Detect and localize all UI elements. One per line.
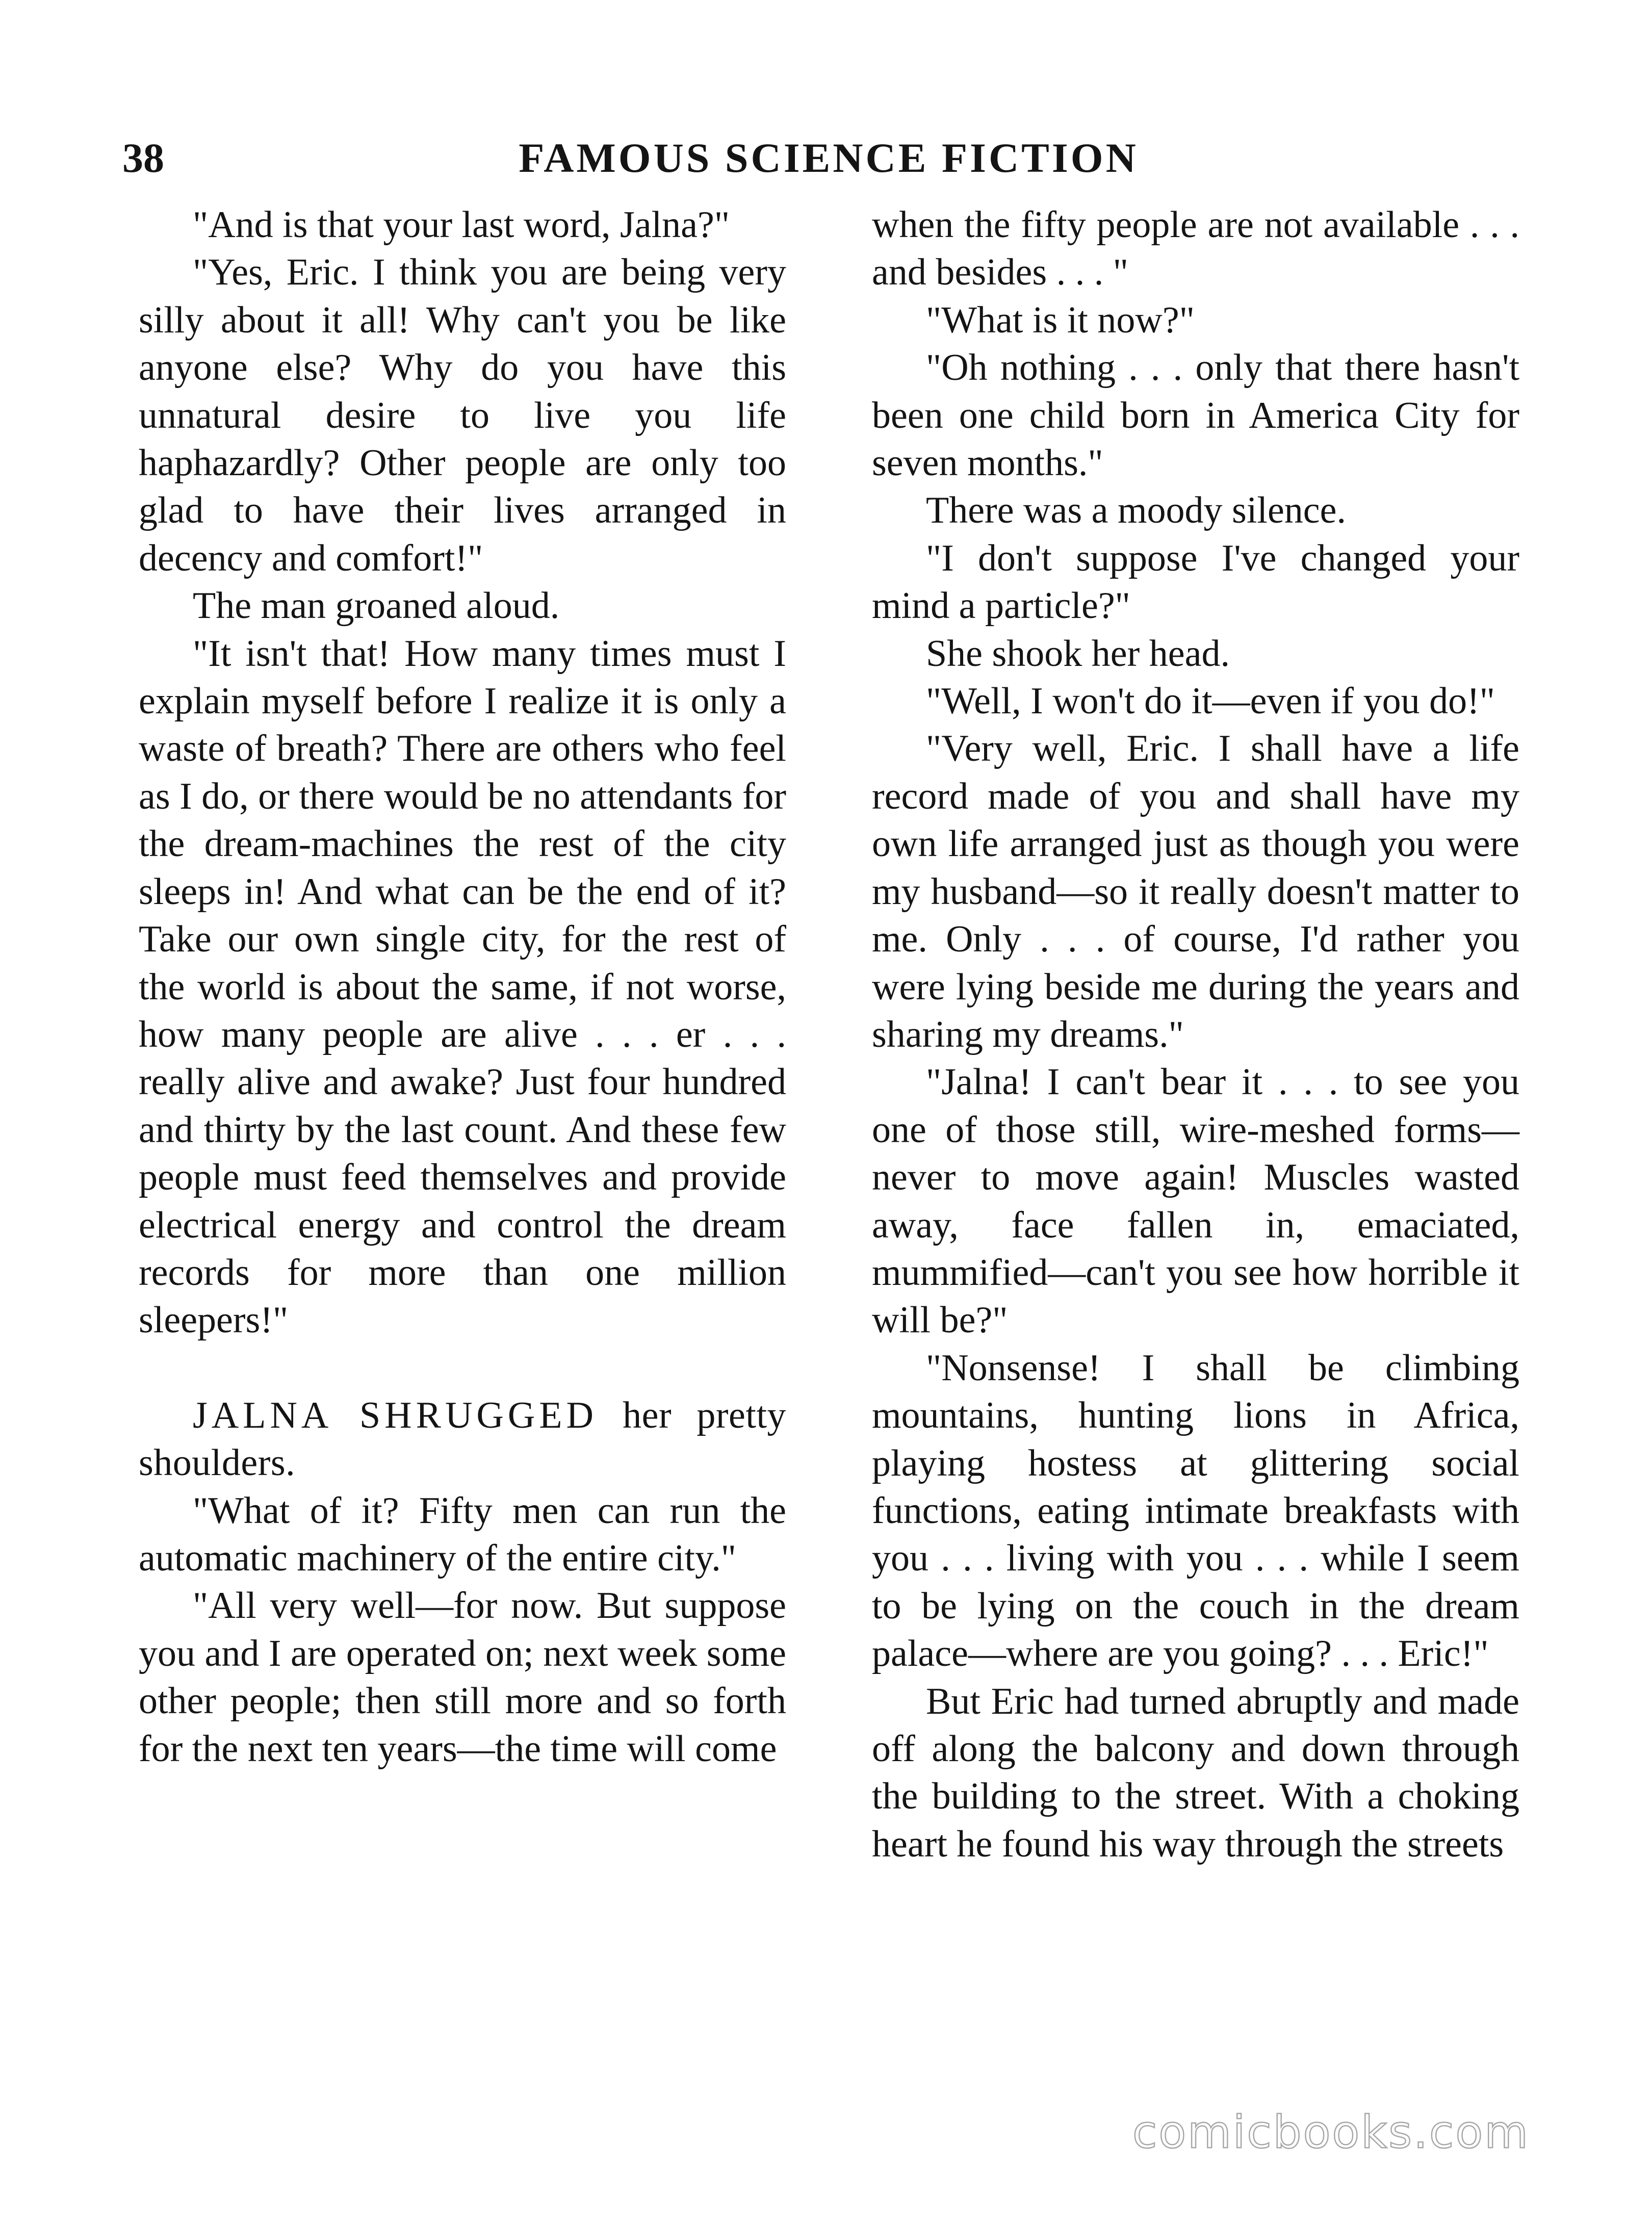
section-gap (139, 1345, 786, 1392)
left-column (139, 201, 786, 1773)
paragraph: "Nonsense! I shall be climbing mountains, hunting lions in Africa, playing hostess at glittering social functions, eating intimate breakfasts with you . . . living with you . . . while I seem to be lying on the couch in the dream palace—where are you going? . . . Eric!" (872, 1347, 1519, 1675)
paragraph-continuation: when the fifty people are not available . . . and besides . . . " (872, 204, 1519, 294)
paragraph: "Yes, Eric. I think you are being very silly about it all! Why can't you be like anyone else? Why do you have this unnatural desire to live you life haphazardly? Other people are only too glad to have their lives arranged in decency and comfort!" (139, 251, 786, 579)
paragraph: "What of it? Fifty men can run the automatic machinery of the entire city." (139, 1489, 786, 1579)
paragraph: "All very well—for now. But suppose you and I are operated on; next week some other people; then still more and so forth for the next ten years—the time will come (139, 1585, 786, 1770)
right-column (872, 201, 1519, 1868)
paragraph: "It isn't that! How many times must I explain myself before I realize it is only a waste of breath? There are others who feel as I do, or there would be no attendants for the dream-machines the rest of the city sleeps in! And what can be the end of it? Take our own single city, for the rest of the world is about the same, if not worse, how many people are alive . . . er . . . really alive and awake? Just four hundred and thirty by the last count. And these few people must feed themselves and provide electrical energy and control the dream records for more than one million sleepers!" (139, 632, 786, 1342)
paragraph: But Eric had turned abruptly and made off along the balcony and down through the building to the street. With a choking heart he found his way through the streets (872, 1680, 1519, 1865)
paragraph: "Well, I won't do it—even if you do!" (926, 680, 1495, 723)
section-start-paragraph (139, 1392, 786, 1487)
paragraph: "Very well, Eric. I shall have a life record made of you and shall have my own life arranged just as though you were my husband—so it really doesn't matter to me. Only . . . of course, I'd rather you were lying beside me during the years and sharing my dreams." (872, 728, 1519, 1055)
section-lead-caps: JALNA SHRUGGED (193, 1394, 598, 1436)
paragraph: She shook her head. (926, 632, 1230, 675)
paragraph: There was a moody silence. (926, 489, 1346, 532)
site-watermark: comicbooks.com (1132, 2106, 1530, 2158)
paragraph: "Jalna! I can't bear it . . . to see you one of those still, wire-meshed forms—never to move again! Muscles wasted away, face fallen in, emaciated, mummified—can't you see how horrible it will be?" (872, 1061, 1519, 1342)
paragraph: "What is it now?" (926, 299, 1195, 341)
section-lead-rest: her pretty shoulders. (139, 1394, 786, 1484)
running-header (117, 127, 1540, 189)
paragraph: The man groaned aloud. (193, 585, 560, 627)
page-number: 38 (122, 135, 164, 181)
paragraph: "I don't suppose I've changed your mind a particle?" (872, 537, 1519, 627)
paragraph: "And is that your last word, Jalna?" (193, 204, 730, 246)
paragraph: "Oh nothing . . . only that there hasn't been one child born in America City for seven months." (872, 347, 1519, 484)
magazine-title: FAMOUS SCIENCE FICTION (519, 135, 1139, 181)
